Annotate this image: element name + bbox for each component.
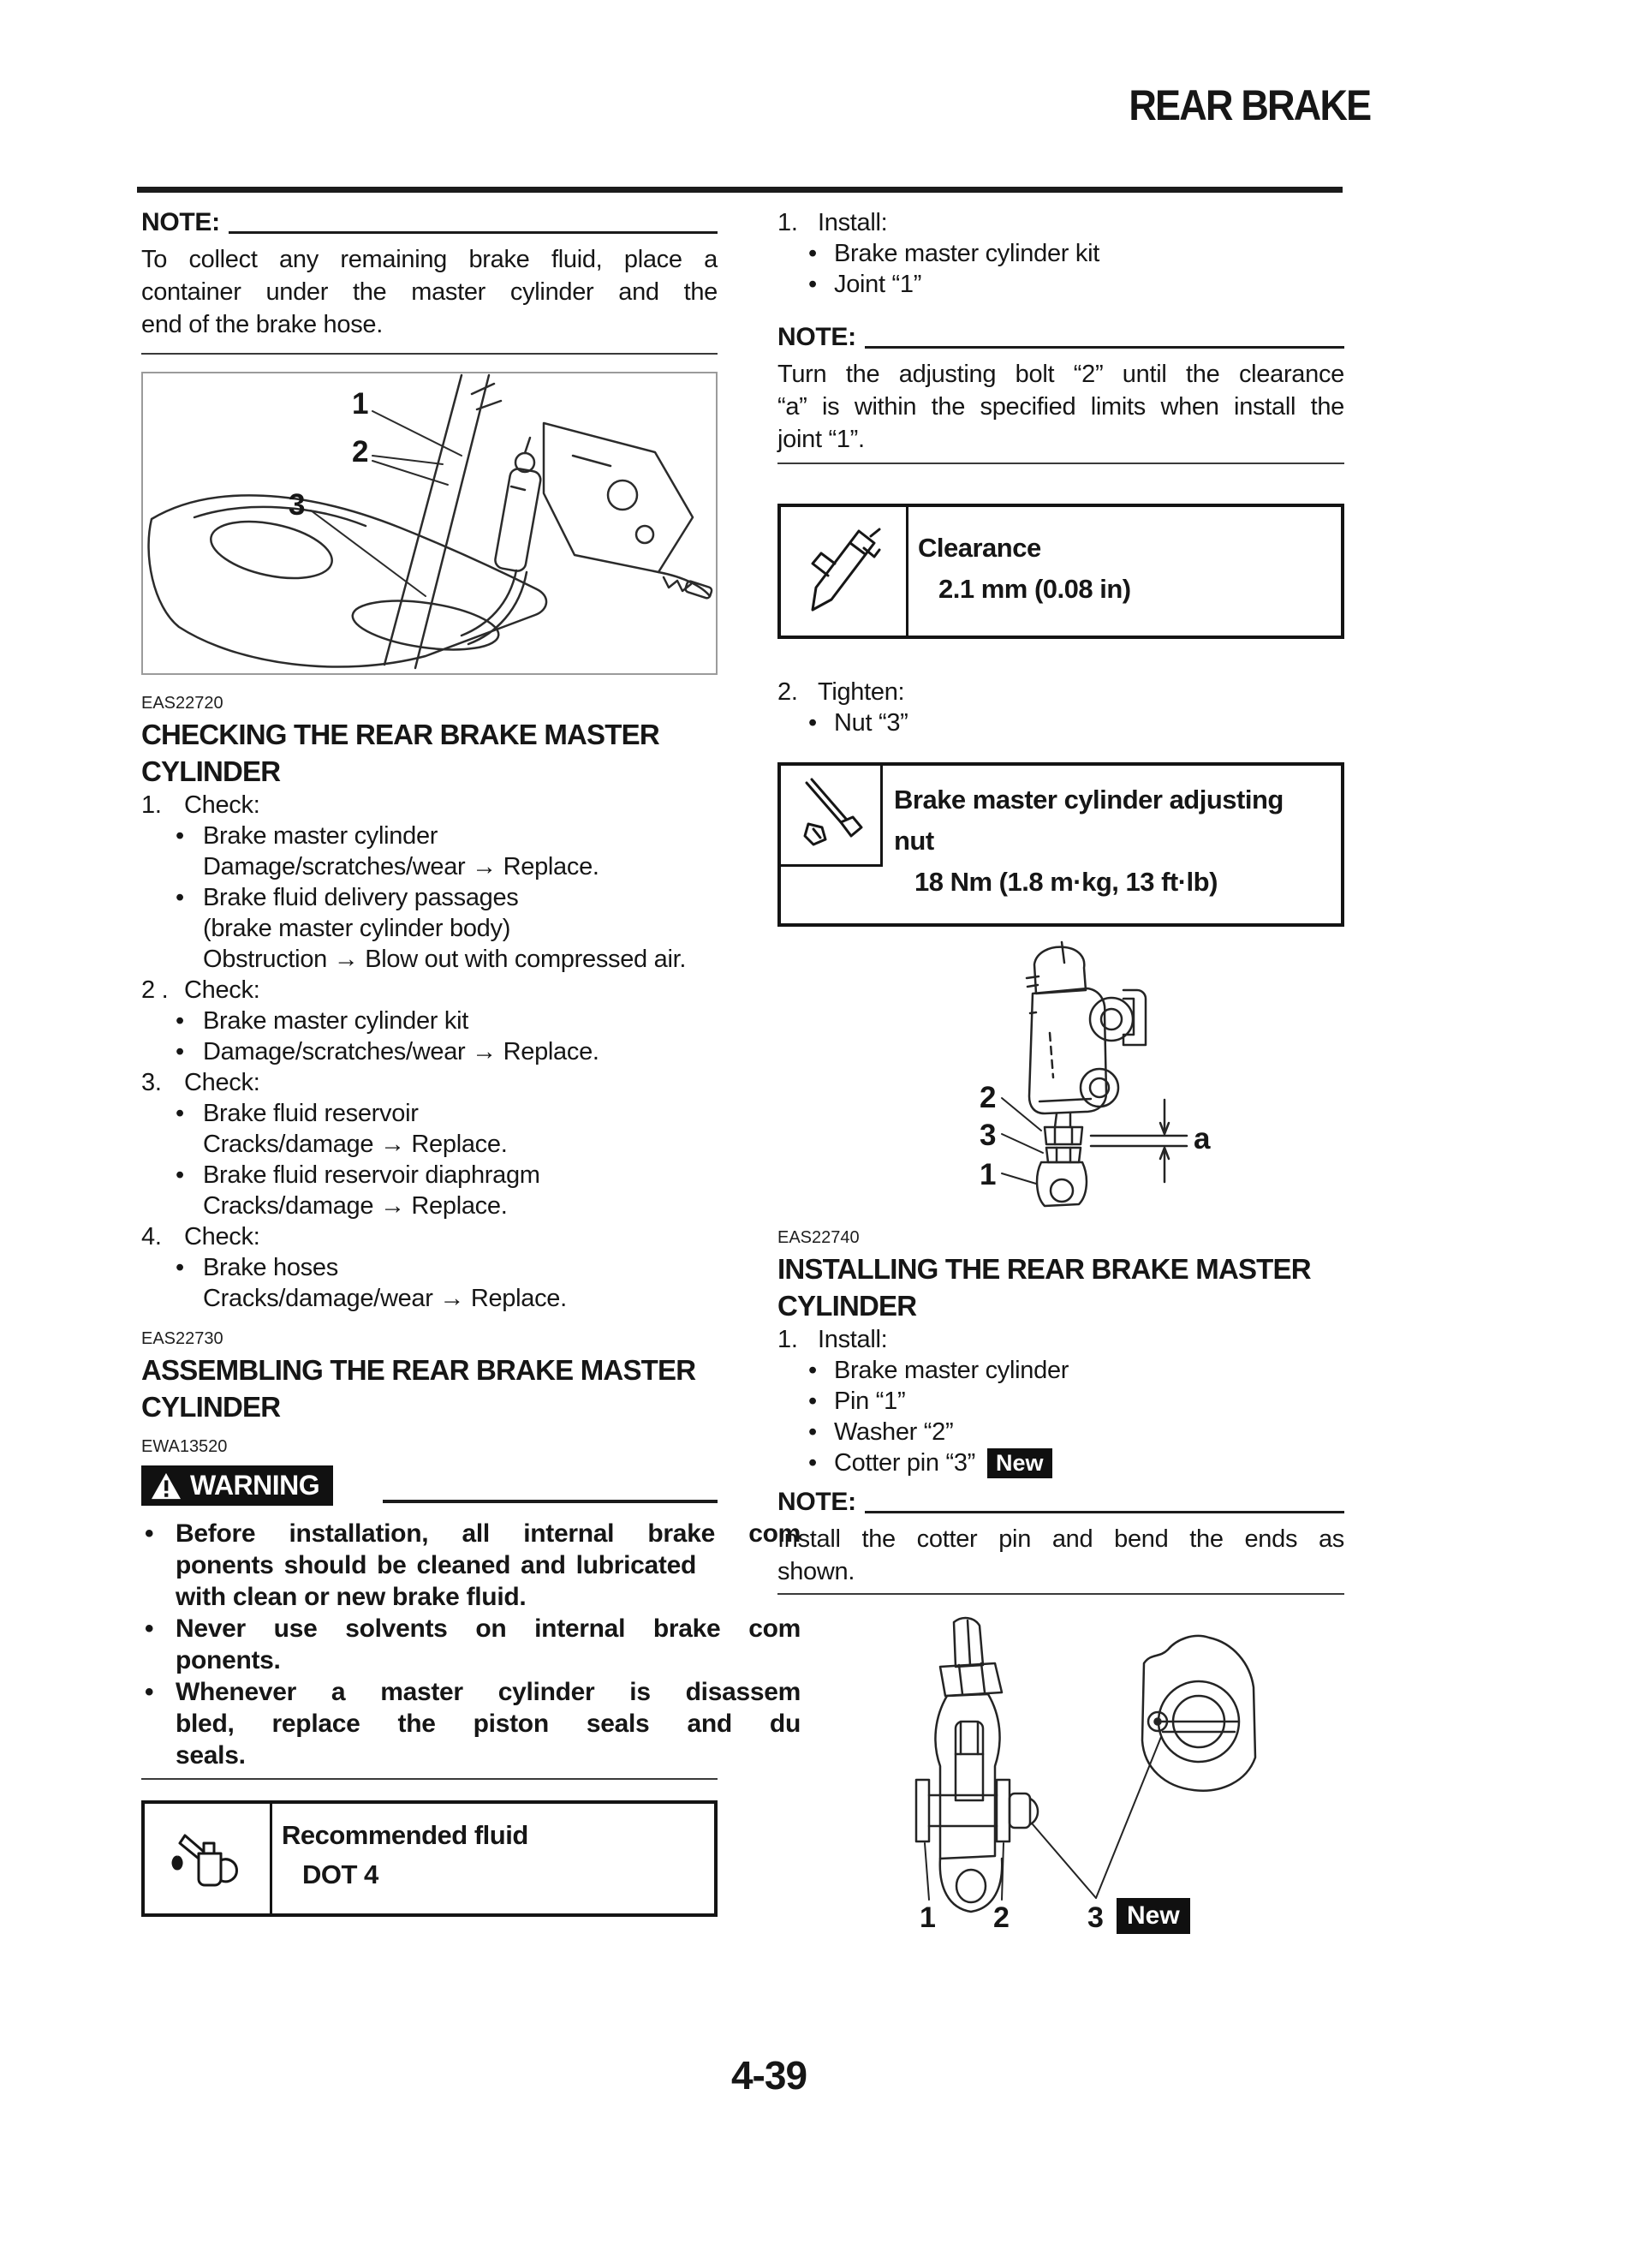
item-text: Pin “1”: [834, 1388, 906, 1415]
paragraph-line: end of the brake hose.: [141, 311, 383, 338]
callout-1: 1: [980, 1158, 997, 1191]
vernier-caliper-icon: [781, 507, 908, 636]
section-rule: [777, 1593, 1344, 1595]
bullet-glyph: •: [808, 240, 817, 267]
note-underline: [865, 346, 1344, 349]
list-item: [141, 790, 718, 821]
list-item: [777, 707, 1344, 738]
spec-title-2: nut: [894, 826, 934, 856]
list-item: [777, 269, 1344, 300]
item-text: Damage/scratches/wear → Replace.: [203, 1038, 599, 1065]
note-paragraph: [141, 243, 718, 341]
list-item: [141, 1067, 718, 1098]
list-item: [777, 677, 1344, 707]
bullet-glyph: •: [176, 884, 184, 911]
bullet-glyph: •: [176, 1100, 184, 1127]
callout-2: 2: [352, 435, 369, 469]
callout-3: 3: [289, 488, 306, 522]
line-art-frame-master-cylinder: [143, 373, 716, 670]
warning-header: [141, 1465, 718, 1506]
list-item: [141, 1036, 718, 1067]
paragraph-line: container under the master cylinder and the: [141, 278, 718, 306]
bullet-glyph: •: [176, 1254, 184, 1281]
list-item: [141, 1129, 718, 1160]
section-heading: CYLINDER: [777, 1290, 917, 1322]
list-item: [777, 1386, 1344, 1417]
warning-text: Never use solvents on internal brake com: [176, 1614, 801, 1643]
list-item: [777, 1417, 1344, 1447]
line-art-master-cylinder: [777, 940, 1344, 1223]
item-text: Brake master cylinder kit: [203, 1007, 468, 1035]
warning-underline: [383, 1500, 718, 1503]
note-underline: [865, 1511, 1344, 1513]
header-rule: [137, 187, 1343, 193]
warning-text: ponents should be cleaned and lubricated: [176, 1551, 696, 1579]
list-item: [141, 851, 718, 882]
section-rule: [777, 463, 1344, 464]
paragraph-line: “a” is within the specified limits when install the: [777, 393, 1344, 421]
figure-rear-brake-master-cylinder-location: [141, 372, 718, 675]
list-item: [141, 1283, 718, 1314]
spec-value: DOT 4: [302, 1859, 378, 1889]
note-paragraph: [777, 1523, 1344, 1588]
item-number: 4.: [141, 1223, 162, 1250]
paragraph-line: Turn the adjusting bolt “2” until the clearance: [777, 361, 1344, 388]
item-text: Install:: [818, 1326, 888, 1353]
callout-1: 1: [352, 387, 369, 421]
part-label-1: 1: [920, 1901, 936, 1934]
section-heading: CYLINDER: [141, 1391, 281, 1423]
item-text: Check:: [184, 1069, 260, 1096]
callout-2: 2: [980, 1081, 997, 1114]
paragraph-line: joint “1”.: [777, 426, 865, 453]
paragraph-line: Install the cotter pin and bend the ends as: [777, 1525, 1344, 1553]
list-item: [777, 1355, 1344, 1386]
item-number: 2 .: [141, 976, 169, 1004]
item-number: 1.: [777, 209, 798, 236]
list-item: [141, 1252, 718, 1283]
warning-list: [141, 1518, 801, 1771]
bullet-glyph: •: [145, 1678, 154, 1706]
list-item: [141, 1160, 718, 1191]
torque-spec-box: [777, 762, 1344, 927]
fluid-spec-text: [282, 1804, 714, 1895]
item-text: Cotter pin “3”: [834, 1449, 976, 1477]
line-art-clevis-cotter-pin: [777, 1614, 1344, 1952]
new-badge: New: [987, 1448, 1052, 1478]
list-item: [141, 913, 718, 944]
note-label: NOTE:: [777, 323, 856, 351]
note-heading: [141, 207, 718, 238]
warning-text: bled, replace the piston seals and du: [176, 1710, 801, 1738]
note-paragraph: [777, 358, 1344, 456]
list-item: [777, 1324, 1344, 1355]
warning-line: [141, 1518, 801, 1549]
section-heading: ASSEMBLING THE REAR BRAKE MASTER: [141, 1354, 696, 1386]
warning-end-rule: [141, 1778, 718, 1780]
section-heading: CYLINDER: [141, 755, 281, 787]
item-text: Washer “2”: [834, 1418, 954, 1446]
oil-can-icon: [145, 1804, 272, 1913]
item-text: (brake master cylinder body): [203, 915, 511, 942]
item-text: Brake hoses: [203, 1254, 338, 1281]
callout-3: 3: [980, 1119, 997, 1152]
note-label: NOTE:: [777, 1488, 856, 1516]
item-text: Cracks/damage → Replace.: [203, 1192, 508, 1220]
item-text: Cracks/damage → Replace.: [203, 1131, 508, 1158]
page-number: 4-39: [730, 2053, 807, 2098]
bullet-glyph: •: [808, 1357, 817, 1384]
section-code: EAS22740: [777, 1228, 860, 1247]
warning-line: [141, 1613, 801, 1644]
item-text: Obstruction → Blow out with compressed air.: [203, 946, 687, 973]
item-text: Check:: [184, 976, 260, 1004]
warning-line: [141, 1644, 801, 1676]
item-text: Tighten:: [818, 678, 905, 706]
list-item: [777, 207, 1344, 238]
figure-cotter-pin-installation: [777, 1614, 1344, 1952]
warning-line: [141, 1581, 801, 1613]
warning-text: Whenever a master cylinder is disassem: [176, 1678, 801, 1706]
page-title: REAR BRAKE: [1128, 81, 1370, 129]
figure-master-cylinder-adjustment: [777, 940, 1344, 1223]
paragraph-line: To collect any remaining brake fluid, place a: [141, 246, 718, 273]
warning-line: [141, 1740, 801, 1771]
bullet-glyph: •: [808, 1449, 817, 1477]
right-column: [777, 199, 1344, 1952]
item-text: Brake master cylinder: [834, 1357, 1069, 1384]
list-item: [141, 882, 718, 913]
new-badge: New: [1117, 1898, 1190, 1934]
spec-value: 2.1 mm (0.08 in): [938, 574, 1131, 604]
spec-title: Clearance: [918, 533, 1041, 563]
section-heading: INSTALLING THE REAR BRAKE MASTER: [777, 1253, 1311, 1285]
bullet-glyph: •: [176, 1038, 184, 1065]
note-underline: [229, 231, 718, 234]
section-code: EAS22720: [141, 694, 223, 713]
note-heading: [777, 1487, 1344, 1518]
spec-value: 18 Nm (1.8 m·kg, 13 ft·lb): [914, 867, 1218, 897]
item-number: 1.: [141, 791, 162, 819]
list-item: [777, 1447, 1344, 1478]
note-heading: [777, 322, 1344, 353]
item-text: Nut “3”: [834, 709, 908, 737]
list-item: [141, 821, 718, 851]
item-number: 3.: [141, 1069, 162, 1096]
left-column: [141, 199, 801, 1917]
section-heading: CHECKING THE REAR BRAKE MASTER: [141, 719, 659, 750]
item-number: 2.: [777, 678, 798, 706]
warning-triangle-icon: [150, 1471, 182, 1501]
list-item: [141, 944, 718, 975]
install-list-1: [777, 207, 1344, 300]
section-code: EAS22730: [141, 1329, 223, 1348]
item-text: Brake fluid delivery passages: [203, 884, 519, 911]
section-code: EWA13520: [141, 1437, 228, 1456]
item-text: Brake master cylinder: [203, 822, 438, 850]
list-item: [141, 1098, 718, 1129]
bullet-glyph: •: [176, 1161, 184, 1189]
item-text: Cracks/damage/wear → Replace.: [203, 1285, 567, 1312]
warning-line: [141, 1676, 801, 1708]
list-item: [141, 1006, 718, 1036]
item-text: Joint “1”: [834, 271, 922, 298]
item-number: 1.: [777, 1326, 798, 1353]
warning-text: Before installation, all internal brake com: [176, 1519, 801, 1548]
install-list-2: [777, 1324, 1344, 1478]
item-text: Check:: [184, 1223, 260, 1250]
bullet-glyph: •: [176, 822, 184, 850]
fluid-spec-box: [141, 1800, 718, 1917]
warning-text: seals.: [176, 1741, 246, 1770]
warning-line: [141, 1708, 801, 1740]
warning-line: [141, 1549, 696, 1581]
item-text: Brake master cylinder kit: [834, 240, 1099, 267]
part-label-2: 2: [993, 1901, 1010, 1934]
torque-spec-text: [894, 766, 1341, 903]
warning-text: with clean or new brake fluid.: [176, 1583, 527, 1611]
list-item: [141, 1191, 718, 1221]
bullet-glyph: •: [808, 1388, 817, 1415]
spec-title: Brake master cylinder adjusting: [894, 785, 1284, 815]
item-text: Damage/scratches/wear → Replace.: [203, 853, 599, 880]
checking-list: [141, 790, 718, 1314]
list-item: [777, 238, 1344, 269]
item-text: Install:: [818, 209, 888, 236]
dimension-a-label: a: [1194, 1122, 1211, 1155]
part-label-3: 3: [1087, 1901, 1104, 1934]
clearance-spec-box: [777, 504, 1344, 639]
torque-wrench-icon: [781, 766, 883, 867]
list-item: [141, 975, 718, 1006]
bullet-glyph: •: [808, 1418, 817, 1446]
bullet-glyph: •: [808, 271, 817, 298]
warning-box: [141, 1465, 333, 1506]
paragraph-line: shown.: [777, 1558, 855, 1585]
bullet-glyph: •: [808, 709, 817, 737]
bullet-glyph: •: [176, 1007, 184, 1035]
clearance-spec-text: [918, 507, 1341, 610]
bullet-glyph: •: [145, 1519, 154, 1548]
item-text: Check:: [184, 791, 260, 819]
section-rule: [141, 353, 718, 355]
spec-title: Recommended fluid: [282, 1820, 528, 1850]
item-text: Brake fluid reservoir: [203, 1100, 419, 1127]
list-item: [141, 1221, 718, 1252]
bullet-glyph: •: [145, 1614, 154, 1643]
note-label: NOTE:: [141, 208, 220, 236]
warning-text: ponents.: [176, 1646, 281, 1674]
tighten-list: [777, 677, 1344, 738]
warning-label: WARNING: [190, 1470, 320, 1501]
item-text: Brake fluid reservoir diaphragm: [203, 1161, 540, 1189]
